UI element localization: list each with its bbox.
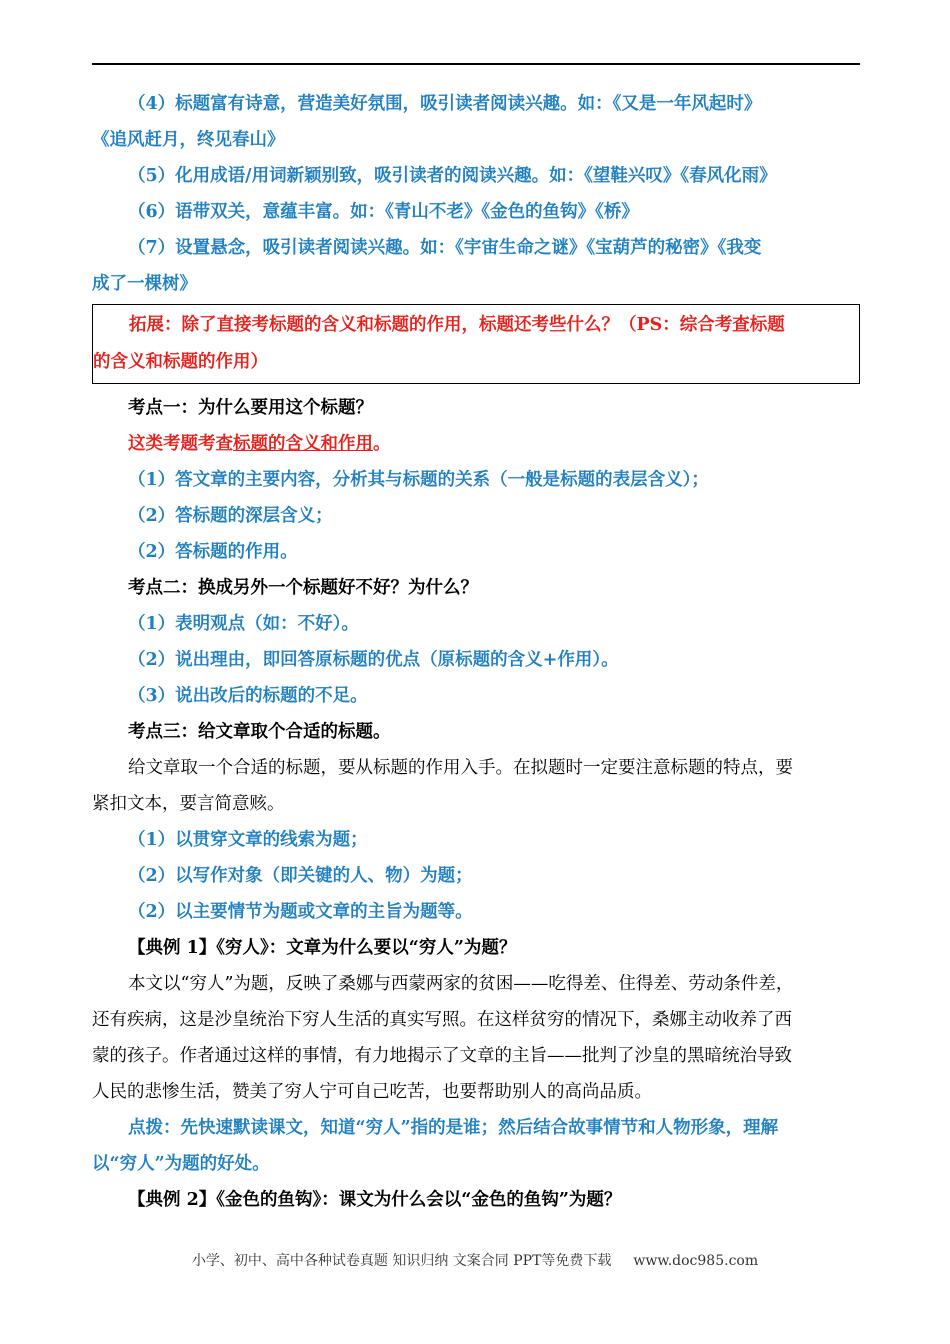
example1-tip-line1: 点拨：先快速默读课文，知道“穷人”指的是谁；然后结合故事情节和人物形象，理解 [128,1118,779,1138]
point2-item: （2）说出理由，即回答原标题的优点（原标题的含义+作用）。 [128,650,619,670]
point1-item: （1）答文章的主要内容，分析其与标题的关系（一般是标题的表层含义）； [128,470,709,490]
point3-heading: 考点三：给文章取个合适的标题。 [128,722,391,742]
extension-box [92,304,860,384]
point3-body-line1: 给文章取一个合适的标题，要从标题的作用入手。在拟题时一定要注意标题的特点，要 [128,758,793,778]
footer-url[interactable]: www.doc985.com [633,1253,759,1269]
point1-note-prefix: 这类考题考查 [128,434,233,454]
title-item-5: （5）化用成语/用词新颖别致，吸引读者的阅读兴趣。如：《望鞋兴叹》《春风化雨》 [128,166,777,186]
point1-item: （2）答标题的深层含义； [128,506,333,526]
example1-answer-line: 人民的悲惨生活，赞美了穷人宁可自己吃苦，也要帮助别人的高尚品质。 [92,1082,652,1102]
point3-item: （2）以主要情节为题或文章的主旨为题等。 [128,902,473,922]
point1-note-underlined: 标题的含义和作用 [233,434,373,454]
point2-heading: 考点二：换成另外一个标题好不好？为什么？ [128,578,478,598]
point1-heading: 考点一：为什么要用这个标题？ [128,398,373,418]
extension-line1: 拓展：除了直接考标题的含义和标题的作用，标题还考些什么？（PS：综合考查标题 [129,315,785,335]
example1-answer-line: 还有疾病，这是沙皇统治下穷人生活的真实写照。在这样贫穷的情况下，桑娜主动收养了西 [92,1010,792,1030]
extension-line2: 的含义和标题的作用） [93,352,268,372]
title-item-4-line2: 《追风赶月，终见春山》 [92,130,285,150]
point2-item: （3）说出改后的标题的不足。 [128,686,368,706]
header-rule [92,63,860,65]
point3-item: （1）以贯穿文章的线索为题； [128,830,368,850]
example1-heading: 【典例 1】《穷人》：文章为什么要以“穷人”为题？ [128,938,517,958]
point3-body-line2: 紧扣文本，要言简意赅。 [92,794,285,814]
point2-item: （1）表明观点（如：不好）。 [128,614,359,634]
title-item-7-line1: （7）设置悬念，吸引读者阅读兴趣。如：《宇宙生命之谜》《宝葫芦的秘密》《我变 [128,238,762,258]
example1-answer-line: 本文以“穷人”为题，反映了桑娜与西蒙两家的贫困——吃得差、住得差、劳动条件差， [128,974,794,994]
document-body [92,86,860,1218]
point1-item: （2）答标题的作用。 [128,542,298,562]
title-item-6: （6）语带双关，意蕴丰富。如：《青山不老》《金色的鱼钩》《桥》 [128,202,639,222]
title-item-7-line2: 成了一棵树》 [92,274,197,294]
example1-tip-line2: 以“穷人”为题的好处。 [92,1154,270,1174]
example1-answer-line: 蒙的孩子。作者通过这样的事情，有力地揭示了文章的主旨——批判了沙皇的黑暗统治导致 [92,1046,792,1066]
footer-text: 小学、初中、高中各种试卷真题 知识归纳 文案合同 PPT等免费下载 [191,1253,612,1269]
point1-note [92,426,860,462]
title-item-4-line1: （4）标题富有诗意，营造美好氛围，吸引读者阅读兴趣。如：《又是一年风起时》 [128,94,762,114]
point1-note-suffix: 。 [373,434,391,454]
example2-heading: 【典例 2】《金色的鱼钩》：课文为什么会以“金色的鱼钩”为题？ [128,1190,622,1210]
point3-item: （2）以写作对象（即关键的人、物）为题； [128,866,473,886]
page-footer [0,1250,950,1270]
